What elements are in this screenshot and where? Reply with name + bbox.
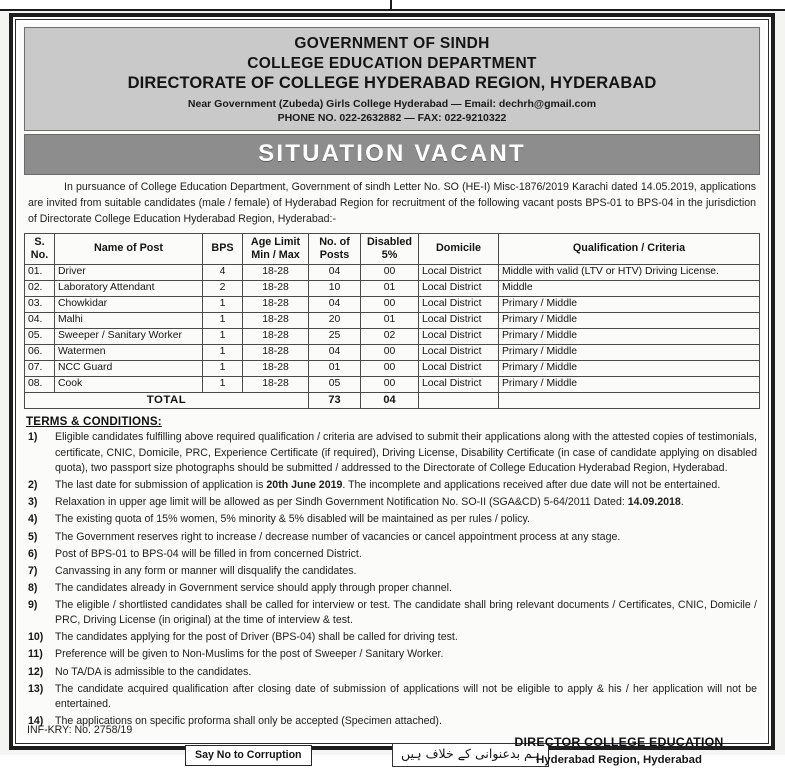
term-item — [26, 547, 757, 563]
row-disabled-count: 00 — [361, 376, 419, 392]
row-qualification: Middle with valid (LTV or HTV) Driving License. — [499, 264, 760, 280]
terms-and-conditions-title: TERMS & CONDITIONS: — [26, 415, 162, 429]
total-qualification-blank — [499, 392, 760, 408]
row-domicile: Local District — [419, 312, 499, 328]
masthead-phone-fax: PHONE NO. 022-2632882 — FAX: 022-9210322 — [277, 111, 507, 124]
term-text: No TA/DA is admissible to the candidates. — [55, 665, 252, 678]
header-qualification: Qualification / Criteria — [499, 233, 760, 264]
term-number: 14) — [28, 715, 44, 728]
director-signature-block — [484, 733, 754, 769]
row-qualification: Primary / Middle — [499, 328, 760, 344]
term-item — [26, 495, 757, 511]
row-qualification: Primary / Middle — [499, 344, 760, 360]
row-disabled-count: 00 — [361, 264, 419, 280]
term-number: 6) — [28, 547, 38, 560]
situation-vacant-banner — [24, 134, 760, 175]
header-disabled-line1: Disabled — [366, 235, 412, 248]
urdu-corruption-slogan-box: ہم بدعنوانی کے خلاف ہیں — [392, 743, 549, 767]
row-qualification: Primary / Middle — [499, 296, 760, 312]
row-post-name: Driver — [55, 264, 203, 280]
term-number: 9) — [28, 598, 38, 611]
total-domicile-blank — [419, 392, 499, 408]
header-disabled-quota — [361, 233, 419, 264]
header-domicile: Domicile — [419, 233, 499, 264]
term-text: The applications on specific proforma shall only be accepted (Specimen attached). — [55, 715, 442, 728]
row-qualification: Primary / Middle — [499, 360, 760, 376]
term-number: 8) — [28, 581, 38, 594]
total-label: TOTAL — [25, 392, 309, 408]
inf-reference-number: INF-KRY: No. 2758/19 — [27, 724, 133, 736]
signature-region: Hyderabad Region, Hyderabad — [536, 753, 702, 766]
row-post-name: NCC Guard — [55, 360, 203, 376]
column-divider — [390, 0, 392, 11]
table-row — [25, 328, 760, 344]
term-text-before: Relaxation in upper age limit will be allowed as per Sindh Government Notification No. SO-II (SGA&CD) 5-64/2011 Dated: — [55, 496, 628, 509]
table-row — [25, 344, 760, 360]
header-serial-number — [25, 233, 55, 264]
row-serial-number: 07. — [25, 360, 55, 376]
term-text-after: . — [680, 496, 684, 509]
row-age-limit: 18-28 — [243, 280, 309, 296]
row-serial-number: 02. — [25, 280, 55, 296]
row-domicile: Local District — [419, 360, 499, 376]
table-row — [25, 312, 760, 328]
header-serial-line1: S. — [34, 235, 45, 248]
table-row — [25, 264, 760, 280]
masthead-directorate-line: DIRECTORATE OF COLLEGE HYDERABAD REGION, HYDERABAD — [127, 74, 657, 93]
row-bps: 2 — [203, 280, 243, 296]
term-text: Post of BPS-01 to BPS-04 will be filled in from concerned District. — [55, 547, 362, 560]
term-text: The candidate acquired qualification after closing date of submission of applications will not be eligible to apply & his / her application will not be entertained. — [55, 682, 757, 711]
row-post-name: Watermen — [55, 344, 203, 360]
table-row — [25, 296, 760, 312]
row-age-limit: 18-28 — [243, 360, 309, 376]
row-disabled-count: 02 — [361, 328, 419, 344]
total-row — [25, 392, 760, 408]
row-age-limit: 18-28 — [243, 296, 309, 312]
row-serial-number: 04. — [25, 312, 55, 328]
intro-paragraph: In pursuance of College Education Department, Government of sindh Letter No. SO (HE-I) Misc-1876/2019 Karachi dated 14.05.2019, applications are invited from suitable candidates (male / female) of Hyderabad Region for recruitment of the following vacant posts BPS-01 to BPS-04 in the jurisdiction of Directorate College Education Hyderabad Region, Hyderabad:- — [28, 181, 756, 225]
row-post-name: Sweeper / Sanitary Worker — [55, 328, 203, 344]
advertisement-inner-frame — [15, 19, 769, 766]
terms-and-conditions-list — [24, 430, 760, 731]
term-number: 11) — [28, 648, 43, 661]
term-text: Eligible candidates fulfilling above required qualification / criteria are advised to submit their applications along with the attested copies of testimonials, certificate, CNIC, Domicile, PRC, Experience Certificate (if required), Driving License, Disability Certificate (in case of candidate applying on disabled quota), two passport size photographs should be submitted / addressed to the Directorate of College Education Hyderabad Region, Hyderabad. — [55, 431, 757, 475]
row-age-limit: 18-28 — [243, 344, 309, 360]
row-bps: 1 — [203, 360, 243, 376]
term-text: The eligible / shortlisted candidates shall be called for interview or test. The candidate shall bring relevant documents / Certificates, CNIC, Domicile / PRC, Driving License (in original) at the time of interview & test. — [55, 598, 757, 627]
header-no-of-posts — [309, 233, 361, 264]
term-item — [26, 530, 757, 546]
row-posts-count: 25 — [309, 328, 361, 344]
advertisement-content — [19, 23, 765, 766]
header-posts-line1: No. of — [319, 235, 350, 248]
row-serial-number: 08. — [25, 376, 55, 392]
total-posts: 73 — [309, 392, 361, 408]
term-item — [26, 564, 757, 580]
row-age-limit: 18-28 — [243, 312, 309, 328]
term-number: 5) — [28, 530, 38, 543]
term-text-after: . The incomplete and applications received after due date will not be entertained. — [342, 479, 721, 492]
scan-top-edge — [0, 0, 785, 11]
term-item — [26, 598, 757, 629]
masthead-department-line: COLLEGE EDUCATION DEPARTMENT — [247, 54, 537, 72]
row-serial-number: 06. — [25, 344, 55, 360]
header-name-of-post: Name of Post — [55, 233, 203, 264]
header-serial-line2: No. — [30, 248, 49, 261]
term-number: 3) — [28, 496, 38, 509]
header-age-line2: Min / Max — [251, 248, 300, 261]
vacancy-table-head — [25, 233, 760, 264]
term-item — [26, 714, 757, 730]
term-text-emphasis: 14.09.2018 — [627, 496, 681, 509]
term-text: Preference will be given to Non-Muslims for the post of Sweeper / Sanitary Worker. — [55, 648, 444, 661]
row-domicile: Local District — [419, 296, 499, 312]
row-domicile: Local District — [419, 376, 499, 392]
term-number: 4) — [28, 513, 38, 526]
row-disabled-count: 01 — [361, 280, 419, 296]
term-item — [26, 682, 757, 713]
term-text — [55, 495, 757, 511]
row-bps: 1 — [203, 296, 243, 312]
row-domicile: Local District — [419, 264, 499, 280]
masthead-address-email: Near Government (Zubeda) Girls College Hyderabad — Email: dechrh@gmail.com — [187, 97, 597, 110]
advertisement-footer — [24, 724, 760, 766]
banner-title: SITUATION VACANT — [258, 140, 526, 167]
row-posts-count: 04 — [309, 264, 361, 280]
row-posts-count: 04 — [309, 344, 361, 360]
row-posts-count: 01 — [309, 360, 361, 376]
row-disabled-count: 00 — [361, 344, 419, 360]
header-bps: BPS — [203, 233, 243, 264]
term-text: The candidates applying for the post of Driver (BPS-04) shall be called for driving test. — [55, 631, 458, 644]
term-item — [26, 581, 757, 597]
term-text-before: The last date for submission of application is — [55, 479, 267, 492]
row-post-name: Chowkidar — [55, 296, 203, 312]
term-item — [26, 630, 757, 646]
term-text: The existing quota of 15% women, 5% minority & 5% disabled will be maintained as per rules / policy. — [55, 513, 530, 526]
table-row — [25, 376, 760, 392]
term-number: 13) — [28, 682, 44, 695]
table-row — [25, 280, 760, 296]
row-disabled-count: 00 — [361, 296, 419, 312]
row-domicile: Local District — [419, 328, 499, 344]
table-row — [25, 360, 760, 376]
term-item — [26, 430, 757, 477]
term-text-emphasis: 20th June 2019 — [266, 479, 343, 492]
masthead-government-line: GOVERNMENT OF SINDH — [294, 35, 490, 52]
row-bps: 1 — [203, 328, 243, 344]
row-disabled-count: 00 — [361, 360, 419, 376]
vacancy-table — [24, 233, 760, 409]
row-bps: 4 — [203, 264, 243, 280]
term-number: 12) — [28, 665, 44, 678]
term-number: 2) — [28, 479, 38, 492]
term-item — [26, 512, 757, 528]
row-bps: 1 — [203, 344, 243, 360]
advertisement-outer-frame — [9, 13, 775, 766]
term-number: 7) — [28, 564, 38, 577]
row-age-limit: 18-28 — [243, 328, 309, 344]
header-age-line1: Age Limit — [250, 235, 301, 248]
total-disabled: 04 — [361, 392, 419, 408]
vacancy-table-foot — [25, 392, 760, 408]
table-header-row — [25, 233, 760, 264]
row-disabled-count: 01 — [361, 312, 419, 328]
row-posts-count: 20 — [309, 312, 361, 328]
row-serial-number: 05. — [25, 328, 55, 344]
term-item — [26, 647, 757, 663]
row-posts-count: 05 — [309, 376, 361, 392]
row-posts-count: 10 — [309, 280, 361, 296]
header-age-limit — [243, 233, 309, 264]
row-posts-count: 04 — [309, 296, 361, 312]
signature-title: DIRECTOR COLLEGE EDUCATION — [514, 735, 724, 750]
row-bps: 1 — [203, 376, 243, 392]
term-number: 10) — [28, 631, 44, 644]
row-bps: 1 — [203, 312, 243, 328]
say-no-to-corruption-box: Say No to Corruption — [185, 745, 312, 766]
row-qualification: Primary / Middle — [499, 312, 760, 328]
row-domicile: Local District — [419, 344, 499, 360]
term-text: The candidates already in Government service should apply through proper channel. — [55, 581, 452, 594]
row-serial-number: 03. — [25, 296, 55, 312]
row-post-name: Cook — [55, 376, 203, 392]
header-posts-line2: Posts — [319, 248, 350, 261]
row-post-name: Malhi — [55, 312, 203, 328]
row-post-name: Laboratory Attendant — [55, 280, 203, 296]
term-item — [26, 478, 757, 494]
term-text — [55, 478, 757, 494]
row-age-limit: 18-28 — [243, 376, 309, 392]
term-text: Canvassing in any form or manner will disqualify the candidates. — [55, 564, 357, 577]
header-disabled-line2: 5% — [381, 248, 398, 261]
row-qualification: Middle — [499, 280, 760, 296]
row-domicile: Local District — [419, 280, 499, 296]
vacancy-table-body — [25, 264, 760, 392]
term-number: 1) — [28, 431, 38, 444]
term-item — [26, 665, 757, 681]
term-text: The Government reserves right to increase / decrease number of vacancies or cancel appointment process at any stage. — [55, 530, 621, 543]
masthead — [24, 27, 760, 131]
row-serial-number: 01. — [25, 264, 55, 280]
row-qualification: Primary / Middle — [499, 376, 760, 392]
row-age-limit: 18-28 — [243, 264, 309, 280]
